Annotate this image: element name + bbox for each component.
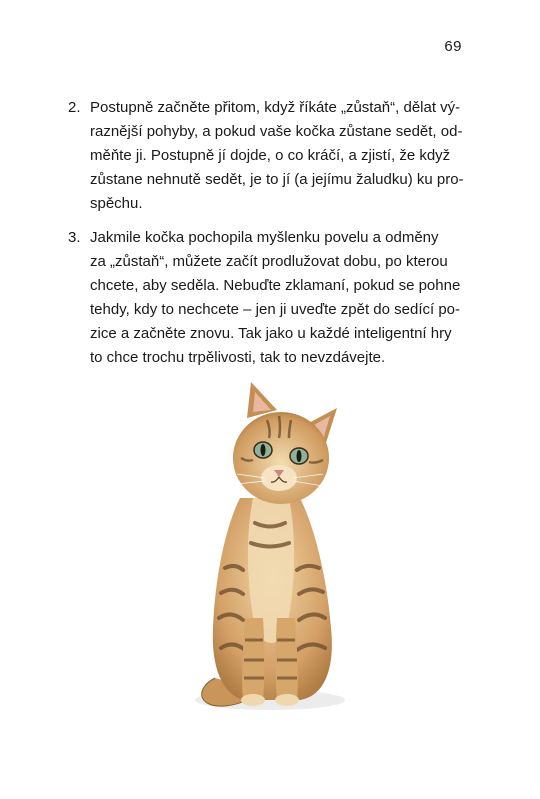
text-line: tehdy, kdy to nechcete – jen ji uveďte zpět do sedící po- [90, 301, 460, 318]
list-item-number: 3. [68, 229, 81, 246]
text-line: to chce trochu trpělivosti, tak to nevzdávejte. [90, 349, 386, 366]
cat-paw-right [275, 694, 299, 706]
cat-pupil-left [261, 444, 266, 456]
text-line: raznější pohyby, a pokud vaše kočka zůstane sedět, od- [90, 123, 463, 140]
list-item [68, 96, 463, 216]
instruction-list [68, 96, 463, 380]
text-line: chcete, aby seděla. Nebuďte zklamaní, pokud se pohne [90, 277, 461, 294]
text-line: spěchu. [90, 195, 143, 212]
text-line: zice a začněte znovu. Tak jako u každé inteligentní hry [90, 325, 452, 342]
text-line: za „zůstaň“, můžete začít prodlužovat dobu, po kterou [90, 253, 448, 270]
page-number: 69 [444, 38, 462, 55]
text-line: Jakmile kočka pochopila myšlenku povelu a odměny [90, 229, 439, 246]
list-item [68, 226, 463, 370]
cat-pupil-right [297, 450, 302, 462]
text-line: zůstane nehnutě sedět, je to jí (a jejímu žaludku) ku pro- [90, 171, 464, 188]
sitting-cat-illustration [185, 378, 355, 723]
cat-paw-left [241, 694, 265, 706]
text-line: Postupně začněte přitom, když říkáte „zůstaň“, dělat vý- [90, 99, 461, 116]
text-line: měňte ji. Postupně jí dojde, o co kráčí, a zjistí, že když [90, 147, 451, 164]
list-item-number: 2. [68, 99, 81, 116]
